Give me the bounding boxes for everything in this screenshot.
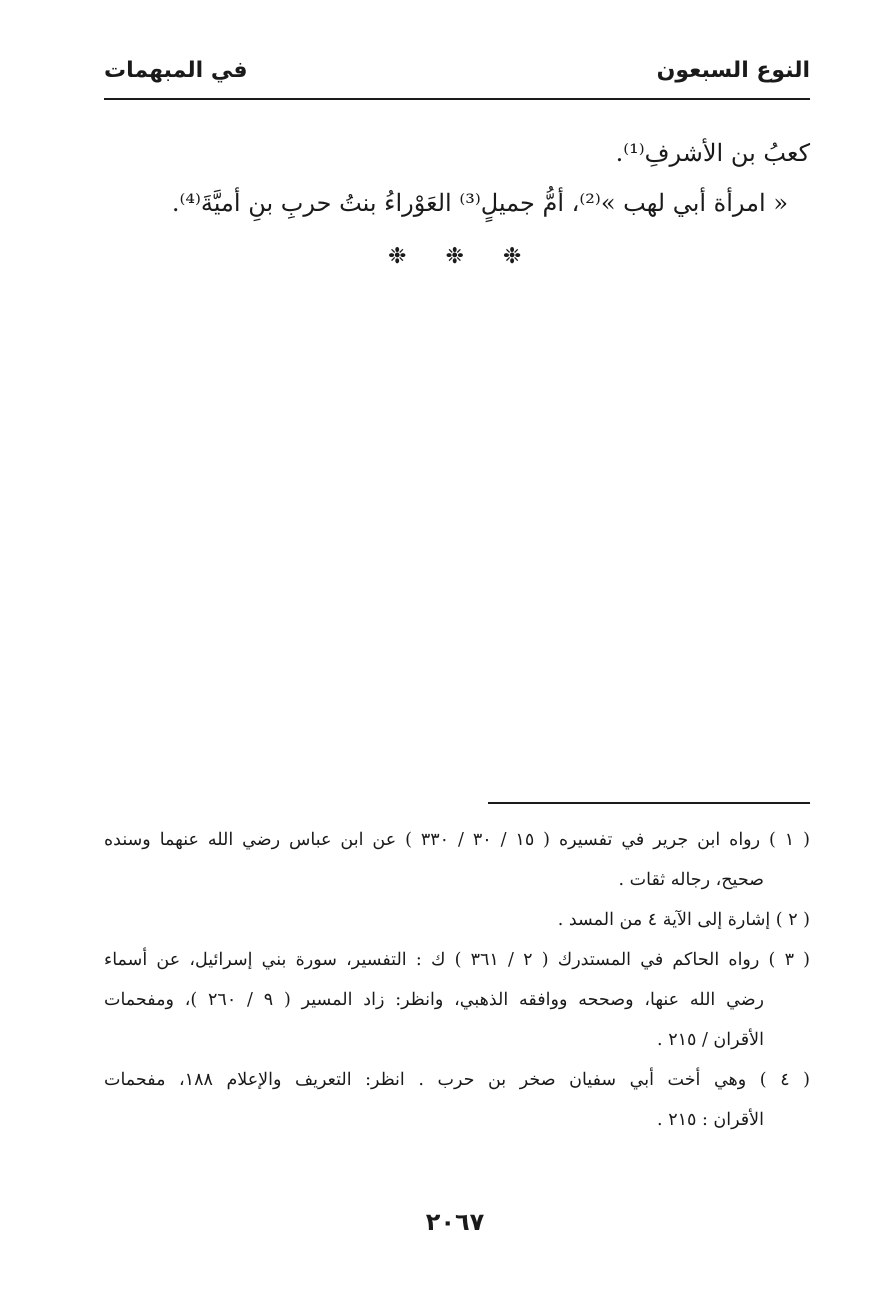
section-title: في المبهمات [104, 58, 248, 83]
asterisk-icon: ❉ [388, 244, 407, 269]
main-text [104, 128, 810, 228]
footnote-line: الأقران : ٢١٥ . [657, 1110, 764, 1130]
footnote-line: رضي الله عنها، وصححه ووافقه الذهبي، وانظر: زاد المسير ( ٩ / ٢٦٠ )، ومفحمات [104, 990, 764, 1010]
asterisk-icon: ❉ [445, 244, 464, 269]
footnote-line: ( ٢ ) إشارة إلى الآية ٤ من المسد . [557, 910, 810, 930]
footnote-line: الأقران / ٢١٥ . [657, 1030, 764, 1050]
footnote-line: ( ٣ ) رواه الحاكم في المستدرك ( ٢ / ٣٦١ ) ك : التفسير، سورة بني إسرائيل، عن أسماء [104, 950, 811, 970]
footnote-rule [488, 802, 810, 804]
footnote-line: صحيح، رجاله ثقات . [618, 870, 764, 890]
footnote-1 [104, 820, 810, 900]
page-number: ٢٠٦٧ [425, 1208, 485, 1236]
chapter-title: النوع السبعون [656, 58, 810, 83]
footnote-3 [104, 940, 810, 1060]
header-rule [104, 98, 810, 100]
footnotes [104, 820, 810, 1140]
footnote-2 [104, 900, 810, 940]
running-header [104, 52, 810, 92]
footnote-line: ( ٤ ) وهي أخت أبي سفيان صخر بن حرب . انظر: التعريف والإعلام ١٨٨، مفحمات [104, 1070, 810, 1090]
footnote-4 [104, 1060, 810, 1140]
asterisk-icon: ❉ [502, 244, 522, 269]
body-line: كعبُ بن الأشرفِ⁽¹⁾. [615, 139, 810, 167]
footnote-line: ( ١ ) رواه ابن جرير في تفسيره ( ١٥ / ٣٠ / ٣٣٠ ) عن ابن عباس رضي الله عنهما وسنده [104, 830, 810, 850]
body-line: « امرأة أبي لهب »⁽²⁾، أمُّ جميلٍ⁽³⁾ العَوْراءُ بنتُ حربِ بنِ أميَّةَ⁽⁴⁾. [171, 189, 788, 217]
section-separator [372, 244, 532, 269]
